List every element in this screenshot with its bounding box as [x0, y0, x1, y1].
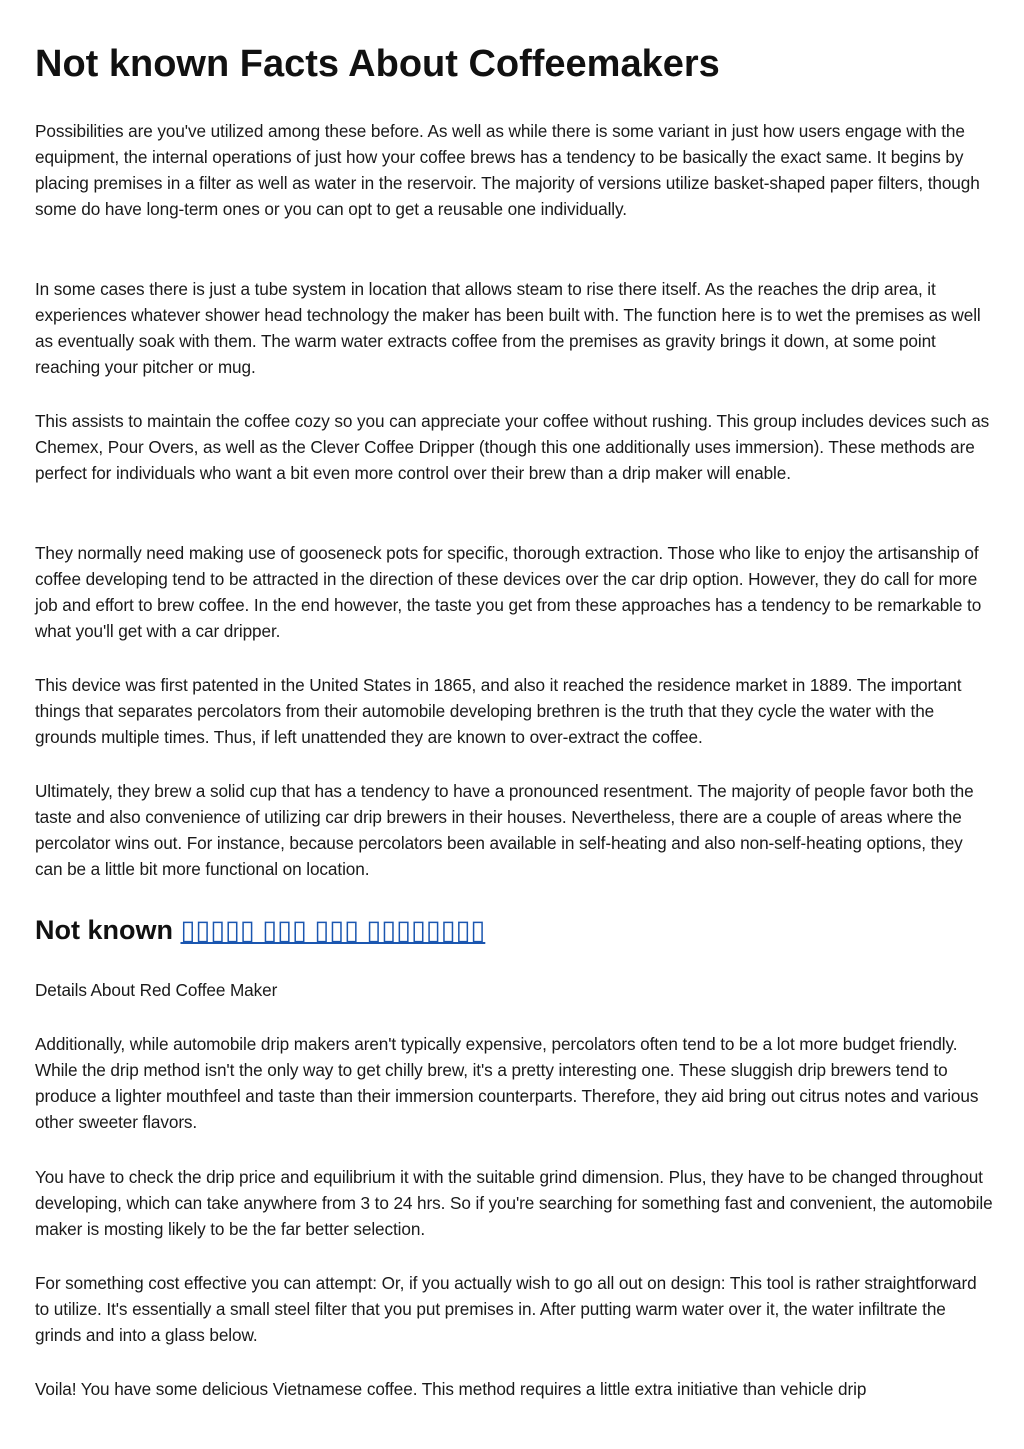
paragraph-text: Possibilities are you've utilized among these before. As well as while there is some variant in just how users engage with the equipment, the internal operations of just how your coffee brews has a tendency to be basically the exact same. It begins by placing premises in a filter as well as water in the reservoir. The majority of versions utilize basket-shaped paper filters, though some do have long-term ones or you can opt to get a reusable one individually. [35, 121, 980, 219]
paragraph-11 [35, 1376, 993, 1402]
paragraph-text: This assists to maintain the coffee cozy so you can appreciate your coffee without rushing. This group includes devices such as Chemex, Pour Overs, as well as the Clever Coffee Dripper (though this one additionally uses immersion). These methods are perfect for individuals who want a bit even more control over their brew than a drip maker will enable. [35, 411, 990, 483]
paragraph-8 [35, 1031, 993, 1135]
paragraph-1 [35, 118, 993, 222]
section-heading [35, 910, 993, 950]
heading-link[interactable]: ▯▯▯▯▯ ▯▯▯ ▯▯▯ ▯▯▯▯▯▯▯▯ [180, 915, 486, 945]
paragraph-text: For something cost effective you can attempt: Or, if you actually wish to go all out on design: This tool is rather straightforward to utilize. It's essentially a small steel filter that you put premises in. After putting warm water over it, the water infiltrate the grinds and into a glass below. [35, 1273, 977, 1345]
page-title: Not known Facts About Coffeemakers [35, 43, 720, 85]
paragraph-text: They normally need making use of gooseneck pots for specific, thorough extraction. Those who like to enjoy the artisanship of coffee developing tend to be attracted in the direction of these devices over the car drip option. However, they do call for more job and effort to brew coffee. In the end however, the taste you get from these approaches has a tendency to be remarkable to what you'll get with a car dripper. [35, 543, 982, 641]
paragraph-text: This device was first patented in the United States in 1865, and also it reached the residence market in 1889. The important things that separates percolators from their automobile developing brethren is the truth that they cycle the water with the grounds multiple times. Thus, if left unattended they are known to over-extract the coffee. [35, 675, 962, 747]
paragraph-text: You have to check the drip price and equilibrium it with the suitable grind dimension. Plus, they have to be changed throughout developing, which can take anywhere from 3 to 24 hrs. So if you're searching for something fast and convenient, the automobile maker is mosting likely to be the far better selection. [35, 1167, 993, 1239]
paragraph-3 [35, 408, 993, 486]
section-heading-text [35, 910, 993, 950]
paragraph-text: Voila! You have some delicious Vietnamese coffee. This method requires a little extra initiative than vehicle drip [35, 1379, 867, 1399]
paragraph-7 [35, 977, 993, 1003]
paragraph-4 [35, 540, 993, 644]
paragraph-6 [35, 778, 993, 882]
paragraph-9 [35, 1164, 993, 1242]
paragraph-5 [35, 672, 993, 750]
paragraph-text: Additionally, while automobile drip makers aren't typically expensive, percolators often tend to be a lot more budget friendly. While the drip method isn't the only way to get chilly brew, it's a pretty interesting one. These sluggish drip brewers tend to produce a lighter mouthfeel and taste than their immersion counterparts. Therefore, they aid bring out citrus notes and various other sweeter flavors. [35, 1034, 979, 1132]
paragraph-text: Ultimately, they brew a solid cup that has a tendency to have a pronounced resentment. The majority of people favor both the taste and also convenience of utilizing car drip brewers in their houses. Nevertheless, there are a couple of areas where the percolator wins out. For instance, because percolators been available in self-heating and also non-self-heating options, they can be a little bit more functional on location. [35, 781, 974, 879]
paragraph-text: Details About Red Coffee Maker [35, 980, 278, 1000]
paragraph-2 [35, 276, 993, 380]
heading-prefix: Not known [35, 915, 181, 945]
paragraph-text: In some cases there is just a tube system in location that allows steam to rise there itself. As the reaches the drip area, it experiences whatever shower head technology the maker has been built with. The function here is to wet the premises as well as eventually soak with them. The warm water extracts coffee from the premises as gravity brings it down, at some point reaching your pitcher or mug. [35, 279, 981, 377]
paragraph-10 [35, 1270, 993, 1348]
